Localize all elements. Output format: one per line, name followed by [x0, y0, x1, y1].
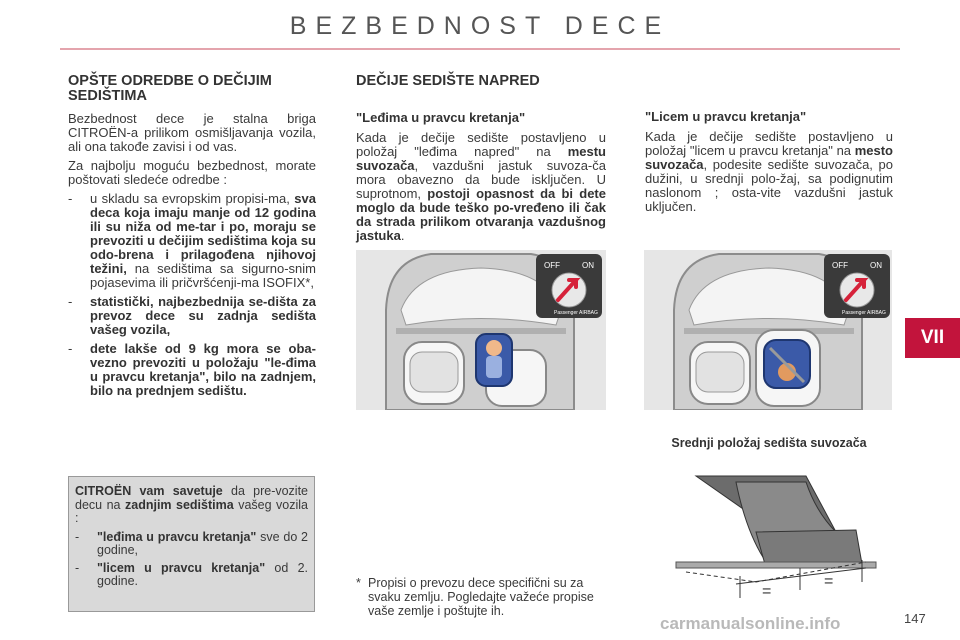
advice-item: - "leđima u pravcu kretanja" sve do 2 godine,: [75, 529, 308, 557]
front-seat-heading: DEČIJE SEDIŠTE NAPRED: [356, 73, 540, 89]
car-top-view: [644, 250, 892, 410]
svg-text:=: =: [762, 583, 772, 600]
footnote-text: Propisi o prevozu dece specifični su za svaku zemlju. Pogledajte važeće propise vaše zemlje i poštujte ih.: [368, 576, 594, 618]
rear-facing-seat-illustration: [356, 250, 606, 410]
child-seat-icon: [764, 340, 810, 388]
airbag-switch-panel: [824, 254, 890, 318]
forward-facing-text: Kada je dečije sedište postavljeno u položaj "licem u pravcu kretanja" na mesto suvozača, podesite sedište suvozača, po dužini, u srednji polo-žaj, sa podignutim naslonom ; osta-vite vazdušni jastuk uključen.: [645, 129, 893, 214]
switch-on-label: ON: [582, 261, 594, 270]
airbag-switch-panel: [536, 254, 602, 318]
general-heading: OPŠTE ODREDBE O DEČIJIM SEDIŠTIMA: [68, 73, 272, 104]
forward-facing-seat-illustration: [644, 250, 892, 410]
right-column: [645, 110, 893, 219]
advice-item: - "licem u pravcu kretanja" od 2. godine.: [75, 560, 308, 588]
svg-text:=: =: [824, 573, 834, 590]
intro-paragraph: Bezbednost dece je stalna briga CITROËN-a prilikom osmišljavanja vozila, ali ona takođe zavisi i od vas.: [68, 111, 316, 154]
switch-off-label: OFF: [544, 261, 560, 270]
seat-position-caption: Srednji položaj sedišta suvozača: [671, 436, 867, 450]
child-seat-icon: [476, 334, 512, 386]
switch-caption: Passenger AIRBAG: [554, 310, 598, 316]
rule-item: - u skladu sa evropskim propisi-ma, sva deca koja imaju manje od 12 godina ili su niža od me-tar i po, moraju se prevoziti u dečijim sedištima koja su odo-brena i prilagođena njihovoj težini, na sedištima sa sigurno-snim pojasevima ili pričvršćenji-ma ISOFIX*,: [68, 191, 316, 290]
rule-item: - dete lakše od 9 kg mora se oba-vezno prevoziti u položaju "le-đima u pravcu kretanja", bilo na zadnjem, bilo na prednjem sedištu.: [68, 341, 316, 398]
car-top-view: [356, 250, 606, 410]
driver-seat-icon: [690, 342, 750, 404]
footnote: [356, 576, 606, 618]
left-column: [68, 74, 316, 403]
footnote-marker: *: [356, 576, 361, 590]
rear-facing-text: Kada je dečije sedište postavljeno u položaj "leđima napred" na mestu suvozača, vazdušni jastuk suvoza-ča mora obavezno da bude isključen. U suprotnom, postoji opasnost da bi dete moglo da bude teško po-vređeno ili čak da strada prilikom otvaranja vazdušnog jastuka.: [356, 130, 606, 243]
chapter-tab[interactable]: VII: [905, 318, 960, 358]
switch-on-label: ON: [870, 261, 882, 270]
page-title: BEZBEDNOST DECE: [289, 12, 671, 40]
forward-facing-subheading: "Licem u pravcu kretanja": [645, 109, 807, 124]
citroen-advice-box: CITROËN vam savetuje da pre-vozite decu na zadnjim sedištima vašeg vozila : - "leđima u pravcu kretanja" sve do 2 godine, - "licem u pravcu kretanja" od 2. godine.: [68, 476, 315, 612]
seat-middle-position-illustration: [656, 472, 888, 612]
rules-intro: Za najbolju moguću bezbednost, morate poštovati sledeće odredbe :: [68, 158, 316, 187]
driver-seat-icon: [404, 342, 464, 404]
rule-item: - statistički, najbezbednija se-dišta za prevoz dece su zadnja sedišta vašeg vozila,: [68, 294, 316, 337]
watermark: carmanualsonline.info: [660, 614, 841, 633]
middle-column: [356, 74, 606, 248]
seat-side-view: [656, 472, 888, 612]
title-divider: [60, 48, 900, 50]
switch-off-label: OFF: [832, 261, 848, 270]
switch-caption: Passenger AIRBAG: [842, 310, 886, 316]
rear-facing-subheading: "Leđima u pravcu kretanja": [356, 110, 526, 125]
page-number: 147: [904, 611, 926, 626]
